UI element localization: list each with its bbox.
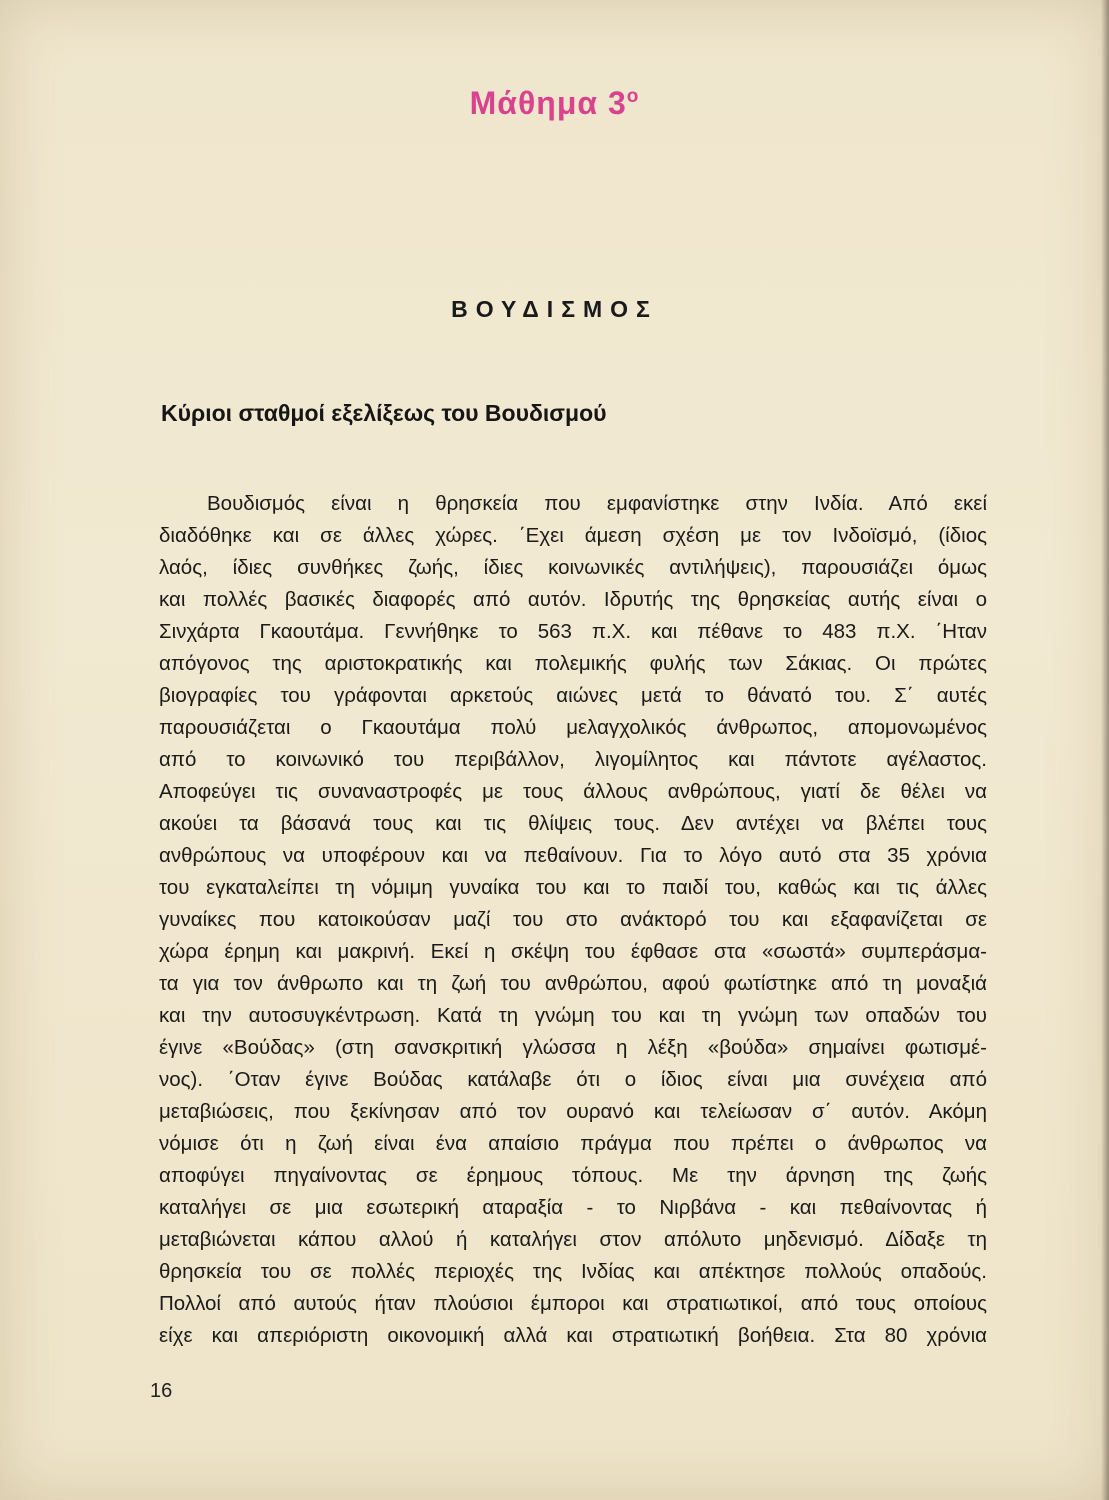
text-line: βιογραφίες του γράφονται αρκετούς αιώνες μετά το θάνατό του. Σ΄ αυτές xyxy=(159,684,987,707)
text-line: καταλήγει σε μια εσωτερική αταραξία - το Νιρβάνα - και πεθαίνοντας ή xyxy=(159,1196,987,1219)
text-line: Βουδισμός είναι η θρησκεία που εμφανίστηκε στην Ινδία. Από εκεί xyxy=(207,492,987,515)
section-subheading: Κύριοι σταθμοί εξελίξεως του Βουδισμού xyxy=(161,400,607,426)
text-line: νόμισε ότι η ζωή είναι ένα απαίσιο πράγμα που πρέπει ο άνθρωπος να xyxy=(159,1132,987,1155)
text-line: Πολλοί από αυτούς ήταν πλούσιοι έμποροι και στρατιωτικοί, από τους οποίους xyxy=(159,1292,987,1315)
page-edge-shadow xyxy=(1101,0,1109,1500)
text-line: Σινχάρτα Γκαουτάμα. Γεννήθηκε το 563 π.Χ. και πέθανε το 483 π.Χ. ΄Ηταν xyxy=(159,620,987,643)
text-line: και την αυτοσυγκέντρωση. Κατά τη γνώμη του και τη γνώμη των οπαδών του xyxy=(159,1004,987,1027)
text-line: μεταβιώσεις, που ξεκίνησαν από τον ουρανό και τελείωσαν σ΄ αυτόν. Ακόμη xyxy=(159,1100,987,1123)
text-line: τα για τον άνθρωπο και τη ζωή του ανθρώπου, αφού φωτίστηκε από τη μοναξιά xyxy=(159,972,987,995)
text-line: απόγονος της αριστοκρατικής και πολεμικής φυλής των Σάκιας. Οι πρώτες xyxy=(159,652,987,675)
text-line: μεταβιώνεται κάπου αλλού ή καταλήγει στον απόλυτο μηδενισμό. Δίδαξε τη xyxy=(159,1228,987,1251)
text-line: νος). ΄Οταν έγινε Βούδας κατάλαβε ότι ο ίδιος είναι μια συνέχεια από xyxy=(159,1068,987,1091)
text-line: θρησκεία του σε πολλές περιοχές της Ινδίας και απέκτησε πολλούς οπαδούς. xyxy=(159,1260,987,1283)
chapter-heading: ΒΟΥΔΙΣΜΟΣ xyxy=(451,296,658,322)
text-line: από το κοινωνικό του περιβάλλον, λιγομίλητος και πάντοτε αγέλαστος. xyxy=(159,748,987,771)
page-number: 16 xyxy=(150,1380,173,1402)
text-line: έγινε «Βούδας» (στη σανσκριτική γλώσσα η λέξη «βούδα» σημαίνει φωτισμέ- xyxy=(159,1036,987,1059)
text-line: αποφύγει πηγαίνοντας σε έρημους τόπους. Με την άρνηση της ζωής xyxy=(159,1164,987,1187)
text-line: γυναίκες που κατοικούσαν μαζί του στο ανάκτορό του και εξαφανίζεται σε xyxy=(159,908,987,931)
lesson-title-text: Μάθημα 3 xyxy=(469,85,627,121)
lesson-title-superscript: ο xyxy=(626,86,640,107)
lesson-title xyxy=(0,85,1109,122)
text-line: είχε και απεριόριστη οικονομική αλλά και στρατιωτική βοήθεια. Στα 80 χρόνια xyxy=(159,1324,987,1347)
text-line: διαδόθηκε και σε άλλες χώρες. ΄Εχει άμεση σχέση με τον Ινδοϊσμό, (ίδιος xyxy=(159,524,987,547)
text-line: του εγκαταλείπει τη νόμιμη γυναίκα του και το παιδί του, καθώς και τις άλλες xyxy=(159,876,987,899)
text-line: ανθρώπους να υποφέρουν και να πεθαίνουν. Για το λόγο αυτό στα 35 χρόνια xyxy=(159,844,987,867)
text-line: χώρα έρημη και μακρινή. Εκεί η σκέψη του έφθασε στα «σωστά» συμπεράσμα- xyxy=(159,940,987,963)
text-line: λαός, ίδιες συνθήκες ζωής, ίδιες κοινωνικές αντιλήψεις), παρουσιάζει όμως xyxy=(159,556,987,579)
text-line: ακούει τα βάσανά τους και τις θλίψεις τους. Δεν αντέχει να βλέπει τους xyxy=(159,812,987,835)
text-line: παρουσιάζεται ο Γκαουτάμα πολύ μελαγχολικός άνθρωπος, απομονωμένος xyxy=(159,716,987,739)
body-paragraph xyxy=(159,488,987,1352)
text-line: Αποφεύγει τις συναναστροφές με τους άλλους ανθρώπους, γιατί δε θέλει να xyxy=(159,780,987,803)
text-line: και πολλές βασικές διαφορές από αυτόν. Ιδρυτής της θρησκείας αυτής είναι ο xyxy=(159,588,987,611)
